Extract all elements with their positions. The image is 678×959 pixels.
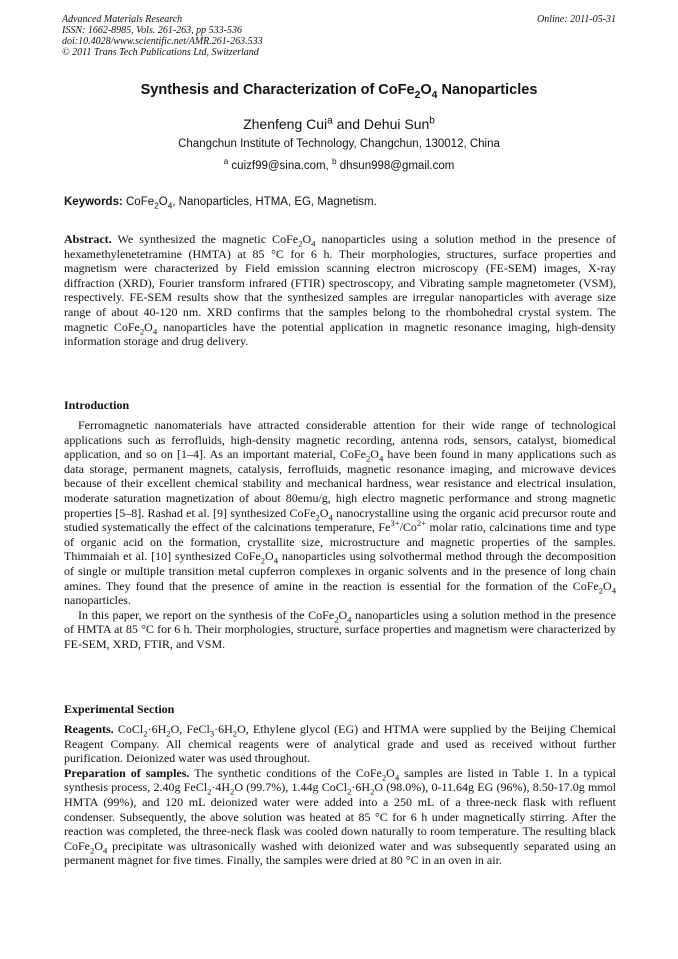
title-sub: 4 — [431, 89, 438, 101]
intro-text: In this paper, we report on the synthesis of the CoFe — [78, 607, 335, 622]
intro-text: have been found in many applications such as data storage, permanent magnets, catalysis, ferrofluids, magnetic resonance imaging, and microwave devices because of their excellent chemical stability and mechanical hardness, wear resistance and electrical insulation, moderate saturation magnetization of about 80emu/g, high electro magnetic performance and strong magnetic properties [5–8]. Rashad et al. [9] synthesized CoFe — [64, 447, 616, 520]
intro-sup: 3+ — [390, 518, 400, 529]
exp-text: ·6H — [214, 722, 233, 736]
intro-text: nanoparticles using solvothermal method through the decomposition of single or multiple transition metal cupferron complexes in organic solvents and in the presence of long chain amines. They found that the presence of amine in the reaction is essential for the formation of the CoFe — [64, 549, 616, 593]
author-mark: a — [327, 115, 333, 127]
intro-sub: 4 — [328, 511, 333, 522]
keywords-text: O — [158, 196, 168, 208]
introduction-paragraph-2 — [64, 608, 616, 652]
email-mark: a — [223, 157, 229, 167]
exp-text: CoCl — [113, 722, 144, 736]
intro-text: molar ratio, calcinations time and type of organic acid on the formation, crystallite size, microstructure and magnetic properties of the samples. Thimmaiah et al. [10] synthesized CoFe — [64, 520, 617, 564]
header-left — [62, 14, 616, 58]
exp-sub: 4 — [103, 845, 108, 856]
intro-text: nanocrystalline using the organic acid precursor route and studied systematically the effect of the calcinations temperature, Fe — [64, 505, 617, 535]
author-name: Zhenfeng Cui — [243, 116, 328, 132]
email-address: cuizf99@sina.com, — [228, 160, 332, 172]
intro-sub: 2 — [315, 511, 320, 522]
experimental-body — [64, 722, 616, 868]
exp-sub: 2 — [166, 728, 171, 739]
intro-sub: 2 — [365, 453, 371, 464]
abstract-label: Abstract. — [64, 232, 112, 246]
experimental-heading: Experimental Section — [64, 702, 175, 716]
intro-text: O — [265, 549, 274, 564]
keywords-text: , Nanoparticles, HTMA, EG, Magnetism. — [172, 196, 377, 208]
exp-sub: 2 — [370, 786, 375, 797]
online-date: Online: 2011-05-31 — [537, 14, 616, 25]
exp-text: ·6H — [351, 780, 371, 795]
intro-text: O — [338, 607, 348, 622]
title-text: O — [420, 82, 432, 98]
abstract-text: We synthesized the magnetic CoFe — [111, 232, 299, 246]
abstract-text: O — [144, 319, 153, 334]
journal-name: Advanced Materials Research — [62, 14, 183, 25]
introduction-body — [64, 418, 616, 652]
intro-sub: 4 — [347, 614, 352, 625]
doi-line: doi:10.4028/www.scientific.net/AMR.261-263.533 — [62, 36, 263, 47]
intro-text: O — [319, 505, 329, 520]
abstract — [64, 232, 616, 349]
intro-sup: 2+ — [416, 518, 427, 529]
keywords — [64, 196, 616, 211]
affiliation: Changchun Institute of Technology, Changchun, 130012, China — [178, 138, 500, 150]
reagents-label: Reagents. — [64, 722, 114, 736]
exp-text: precipitate was ultrasonically washed with deionized water and was subsequently separated using an permanent magnet for five times. Finally, the samples were dried at 80 °C in an oven in air. — [64, 838, 616, 868]
intro-sub: 2 — [260, 555, 266, 566]
keywords-label: Keywords: — [64, 196, 123, 208]
intro-sub: 2 — [598, 584, 604, 595]
email-line — [0, 157, 678, 172]
intro-sub: 4 — [611, 584, 616, 595]
abstract-sub: 2 — [139, 325, 145, 336]
abstract-sub: 2 — [298, 238, 303, 249]
exp-sub: 4 — [394, 772, 400, 783]
introduction-paragraph-1 — [64, 418, 616, 608]
paper-title — [0, 82, 678, 101]
intro-text: nanoparticles. — [64, 593, 131, 608]
exp-text: O, FeCl — [170, 722, 210, 736]
title-sub: 2 — [414, 89, 421, 101]
exp-text: O, Ethylene glycol (EG) and HTMA were supplied by the Beijing Chemical Reagent Company. All chemical reagents were of analytical grade and used as received without further purification. Deionized water was used throughout. — [64, 722, 617, 766]
author-mark: b — [429, 115, 435, 127]
intro-text: O — [370, 447, 379, 462]
exp-sub: 2 — [143, 728, 148, 739]
author-line — [0, 116, 678, 132]
introduction-heading: Introduction — [64, 398, 130, 412]
email-address: dhsun998@gmail.com — [336, 160, 455, 172]
exp-sub: 2 — [232, 728, 238, 739]
copyright-line: © 2011 Trans Tech Publications Ltd, Switzerland — [62, 47, 259, 58]
title-text: Synthesis and Characterization of CoFe — [140, 82, 415, 98]
keywords-text: CoFe — [122, 196, 155, 208]
email-mark: b — [331, 157, 337, 167]
preparation-label: Preparation of samples. — [64, 765, 190, 780]
journal-header — [62, 14, 616, 58]
exp-text: O — [94, 838, 103, 853]
exp-text: ·4H — [211, 780, 231, 795]
intro-text: /Co — [399, 520, 417, 535]
abstract-text: nanoparticles have the potential application in magnetic resonance imaging, high-density information storage and drug delivery. — [64, 319, 617, 349]
abstract-sub: 4 — [311, 238, 316, 249]
keywords-sub: 4 — [167, 201, 173, 211]
exp-sub: 2 — [230, 786, 235, 797]
intro-sub: 4 — [273, 555, 278, 566]
exp-sub: 2 — [207, 786, 212, 797]
exp-text: O — [386, 765, 395, 780]
author-name: and Dehui Sun — [332, 116, 430, 132]
abstract-sub: 4 — [152, 325, 158, 336]
exp-text: ·6H — [147, 722, 167, 736]
exp-text: O (98.0%), 0-11.64g EG (96%), 8.50-17.0g mmol HMTA (99%), and 120 mL deionized water were added into a 250 mL of a three-neck flask with refluent condenser. Subsequently, the above solution was heated at 85 °C for 6 h under magnetically stirring. After the reaction was completed, the three-neck flask was cooled down naturally to room temperature. The resulting black CoFe — [64, 780, 617, 853]
exp-text: The synthetic conditions of the CoFe — [189, 765, 382, 780]
exp-sub: 2 — [381, 772, 387, 783]
exp-text: O (99.7%), 1.44g CoCl — [234, 780, 348, 795]
abstract-text: nanoparticles using a solution method in the presence of hexamethylenetetramine (HMTA) at 85 °C for 6 h. Their morphologies, structures, surface properties and magnetism were characterized by Field emission scanning electron microscopy (FE-SEM) images, X-ray diffraction (XRD), Fourier transform infrared (FTIR) spectroscopy, and Vibrating sample magnetometer (VSM), respectively. FE-SEM results show that the synthesized samples are irregular nanoparticles with average size range of about 40-120 nm. XRD confirms that the samples belong to the rhombohedral crystal system. The magnetic CoFe — [64, 232, 616, 334]
intro-sub: 2 — [334, 614, 339, 625]
intro-text: Ferromagnetic nanomaterials have attracted considerable attention for their wide range of technological applications such as ferrofluids, high-density magnetic recording, antenna rods, sensors, catalyst, biomedical application, and so on [1–4]. As an important material, CoFe — [64, 418, 616, 462]
exp-sub: 2 — [90, 845, 95, 856]
abstract-text: O — [302, 232, 312, 246]
exp-sub: 3 — [209, 728, 215, 739]
title-text: Nanoparticles — [437, 82, 538, 98]
preparation-paragraph — [64, 766, 616, 868]
intro-sub: 4 — [378, 453, 384, 464]
exp-sub: 2 — [347, 786, 352, 797]
issn-line: ISSN: 1662-8985, Vols. 261-263, pp 533-536 — [62, 25, 242, 36]
intro-text: nanoparticles using a solution method in the presence of HMTA at 85 °C for 6 h. Their morphologies, structure, surface properties and magnetism were characterized by FE-SEM, XRD, FTIR, and VSM. — [64, 607, 616, 651]
keywords-sub: 2 — [154, 201, 159, 211]
intro-text: O — [603, 578, 612, 593]
exp-text: samples are listed in Table 1. In a typical synthesis process, 2.40g FeCl — [64, 765, 616, 795]
reagents-paragraph — [64, 722, 616, 766]
